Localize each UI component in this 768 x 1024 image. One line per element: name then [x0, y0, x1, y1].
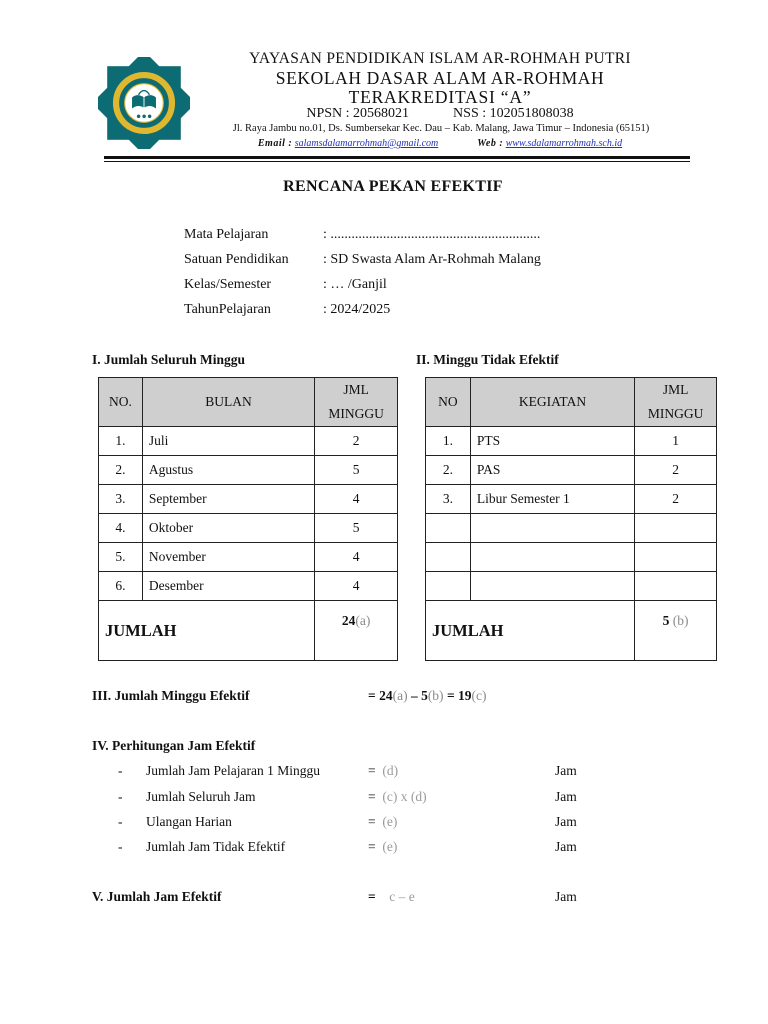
info-label-school-unit: Satuan Pendidikan — [184, 252, 289, 267]
table-row — [426, 427, 717, 456]
row-weeks — [635, 572, 717, 601]
letterhead-divider-thin — [104, 161, 690, 162]
row-weeks: 2 — [635, 485, 717, 514]
item-eq: = — [368, 814, 376, 829]
row-activity: PAS — [470, 456, 634, 485]
row-month: Desember — [142, 572, 314, 601]
email-label: Email : — [257, 138, 293, 149]
info-label-class-semester: Kelas/Semester — [184, 277, 272, 292]
info-label-subject: Mata Pelajaran — [184, 227, 269, 242]
header-month: BULAN — [142, 378, 314, 427]
contact-line — [190, 138, 690, 149]
total-weeks-number: 5 — [662, 613, 670, 628]
header-week-count-line1: JML — [662, 382, 689, 397]
row-weeks: 5 — [315, 456, 398, 485]
accreditation: TERAKREDITASI “A” — [348, 87, 532, 107]
row-activity — [470, 514, 634, 543]
table-row — [99, 514, 398, 543]
table-total-row — [426, 601, 717, 661]
list-item-value — [368, 789, 427, 805]
info-value-school-year: : 2024/2025 — [323, 302, 391, 317]
table-row — [99, 456, 398, 485]
formula-eq: = — [368, 889, 376, 904]
formula-equals: = — [443, 688, 459, 703]
row-no: 2. — [426, 456, 471, 485]
table-row — [99, 485, 398, 514]
item-value: (d) — [382, 763, 399, 778]
total-label: JUMLAH — [426, 601, 635, 661]
formula-eq: = — [368, 688, 380, 703]
row-no: 1. — [99, 427, 143, 456]
svg-text:● ● ●: ● ● ● — [136, 114, 152, 120]
non-effective-weeks-table — [425, 377, 717, 661]
header-week-count-line2: MINGGU — [328, 406, 384, 421]
email-link[interactable]: salamsdalamarrohmah@gmail.com — [294, 138, 439, 149]
table-row — [426, 485, 717, 514]
list-item-unit: Jam — [555, 789, 577, 804]
item-eq: = — [368, 839, 376, 854]
total-weeks-number: 24 — [341, 613, 356, 628]
info-label-school-year: TahunPelajaran — [184, 302, 271, 317]
list-item-label: Jumlah Seluruh Jam — [146, 789, 256, 804]
total-value — [315, 601, 398, 661]
section-3-heading: III. Jumlah Minggu Efektif — [92, 688, 250, 703]
effective-hours-unit: Jam — [555, 889, 577, 904]
row-no — [426, 514, 471, 543]
npsn: NPSN : 20568021 — [306, 106, 410, 121]
effective-hours-formula — [368, 889, 415, 905]
section-2-heading: II. Minggu Tidak Efektif — [416, 352, 559, 367]
info-value-subject: : ............................................................ — [323, 227, 541, 242]
total-weeks-table — [98, 377, 398, 661]
foundation-name: YAYASAN PENDIDIKAN ISLAM AR-ROHMAH PUTRI — [249, 50, 631, 67]
header-week-count — [315, 378, 398, 427]
formula-b-value: 5 — [421, 688, 428, 703]
school-address: Jl. Raya Jambu no.01, Ds. Sumbersekar Kec. Dau – Kab. Malang, Jawa Timur – Indonesia (65151) — [232, 123, 650, 134]
section-4-heading: IV. Perhitungan Jam Efektif — [92, 738, 256, 753]
list-item-label: Jumlah Jam Pelajaran 1 Minggu — [146, 763, 320, 778]
header-no: NO — [426, 378, 471, 427]
list-item-value — [368, 839, 397, 855]
row-month: Juli — [142, 427, 314, 456]
header-week-count-line1: JML — [343, 382, 369, 397]
table-header-row — [99, 378, 398, 427]
row-no: 1. — [426, 427, 471, 456]
school-logo-icon — [98, 57, 190, 149]
list-bullet: - — [118, 839, 123, 854]
row-weeks: 2 — [635, 456, 717, 485]
row-no: 4. — [99, 514, 143, 543]
list-bullet: - — [118, 789, 123, 804]
list-item-label: Jumlah Jam Tidak Efektif — [146, 839, 286, 854]
row-weeks: 1 — [635, 427, 717, 456]
web-label: Web : — [477, 138, 504, 149]
school-name: SEKOLAH DASAR ALAM AR-ROHMAH — [275, 68, 605, 88]
row-weeks — [635, 514, 717, 543]
table-total-row — [99, 601, 398, 661]
row-month: Oktober — [142, 514, 314, 543]
formula-c-value: 19 — [458, 688, 472, 703]
section-5-heading: V. Jumlah Jam Efektif — [92, 889, 222, 904]
registration-numbers — [190, 106, 690, 122]
total-value — [635, 601, 717, 661]
row-weeks: 4 — [315, 572, 398, 601]
list-item-label: Ulangan Harian — [146, 814, 232, 829]
list-item-unit: Jam — [555, 763, 577, 778]
row-no: 3. — [99, 485, 143, 514]
formula-value: c – e — [389, 889, 415, 904]
row-activity — [470, 543, 634, 572]
item-value: (e) — [382, 814, 398, 829]
row-month: November — [142, 543, 314, 572]
table-row — [426, 572, 717, 601]
row-activity — [470, 572, 634, 601]
row-weeks: 4 — [315, 485, 398, 514]
table-row — [99, 572, 398, 601]
list-item-unit: Jam — [555, 839, 577, 854]
document-title: RENCANA PEKAN EFEKTIF — [283, 178, 503, 195]
formula-b-tag: (b) — [427, 688, 444, 703]
table-row — [99, 427, 398, 456]
effective-weeks-formula — [368, 688, 487, 704]
item-value: (e) — [382, 839, 398, 854]
total-weeks-tag: (a) — [355, 613, 371, 628]
letterhead-divider-thick — [104, 156, 690, 159]
row-no: 6. — [99, 572, 143, 601]
row-no: 2. — [99, 456, 143, 485]
table-row — [426, 456, 717, 485]
list-bullet: - — [118, 814, 123, 829]
list-item-value — [368, 814, 397, 830]
list-item-unit: Jam — [555, 814, 577, 829]
total-weeks-tag: (b) — [672, 613, 689, 628]
header-week-count — [635, 378, 717, 427]
total-label: JUMLAH — [99, 601, 315, 661]
header-no: NO. — [99, 378, 143, 427]
header-week-count-line2: MINGGU — [647, 406, 704, 421]
info-value-school-unit: : SD Swasta Alam Ar-Rohmah Malang — [323, 252, 541, 267]
table-row — [426, 514, 717, 543]
formula-c-tag: (c) — [471, 688, 487, 703]
table-row — [426, 543, 717, 572]
item-value: (c) x (d) — [382, 789, 427, 804]
row-weeks — [635, 543, 717, 572]
item-eq: = — [368, 763, 376, 778]
row-month: Agustus — [142, 456, 314, 485]
formula-minus: – — [407, 688, 422, 703]
row-no: 5. — [99, 543, 143, 572]
row-no: 3. — [426, 485, 471, 514]
table-header-row — [426, 378, 717, 427]
section-1-heading: I. Jumlah Seluruh Minggu — [92, 352, 246, 367]
row-weeks: 2 — [315, 427, 398, 456]
header-activity: KEGIATAN — [470, 378, 634, 427]
web-link[interactable]: www.sdalamarrohmah.sch.id — [505, 138, 623, 149]
row-activity: Libur Semester 1 — [470, 485, 634, 514]
item-eq: = — [368, 789, 376, 804]
row-weeks: 4 — [315, 543, 398, 572]
row-weeks: 5 — [315, 514, 398, 543]
info-value-class-semester: : … /Ganjil — [323, 277, 387, 292]
formula-a-value: 24 — [379, 688, 393, 703]
table-row — [99, 543, 398, 572]
formula-a-tag: (a) — [392, 688, 408, 703]
row-activity: PTS — [470, 427, 634, 456]
row-month: September — [142, 485, 314, 514]
row-no — [426, 543, 471, 572]
list-bullet: - — [118, 763, 123, 778]
nss: NSS : 102051808038 — [453, 106, 574, 121]
list-item-value — [368, 763, 398, 779]
row-no — [426, 572, 471, 601]
